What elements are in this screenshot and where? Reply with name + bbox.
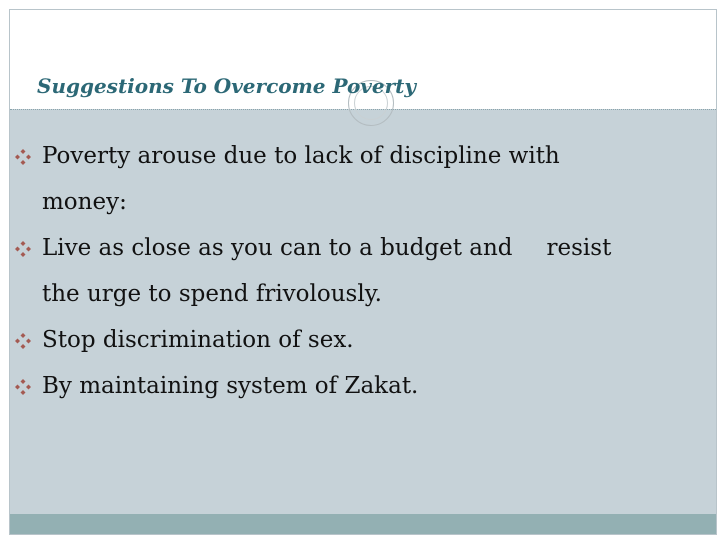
bullet-text-line1 [14, 225, 704, 271]
bullet-text: By maintaining system of Zakat. [42, 373, 419, 399]
bullet-list [14, 133, 704, 409]
diamond-bullet-icon [15, 333, 31, 349]
bullet-text-part-b: resist [546, 235, 612, 261]
bullet-text: Stop discrimination of sex. [42, 327, 354, 353]
diamond-bullet-icon [15, 241, 31, 257]
bullet-item-poverty [14, 133, 704, 225]
diamond-bullet-icon [15, 149, 31, 165]
slide-title: Suggestions To Overcome Poverty [37, 74, 417, 98]
bullet-item-zakat [14, 363, 704, 409]
bullet-text-part-a: Live as close as you can to a budget and [42, 235, 513, 261]
bullet-text-line1: Poverty arouse due to lack of discipline with [42, 143, 560, 169]
bullet-item-discrimination [14, 317, 704, 363]
bullet-text-line2: the urge to spend frivolously. [42, 281, 382, 307]
bullet-text-line2: money: [42, 189, 127, 215]
footer-band [10, 514, 716, 534]
diamond-bullet-icon [15, 379, 31, 395]
bullet-item-budget [14, 225, 704, 317]
